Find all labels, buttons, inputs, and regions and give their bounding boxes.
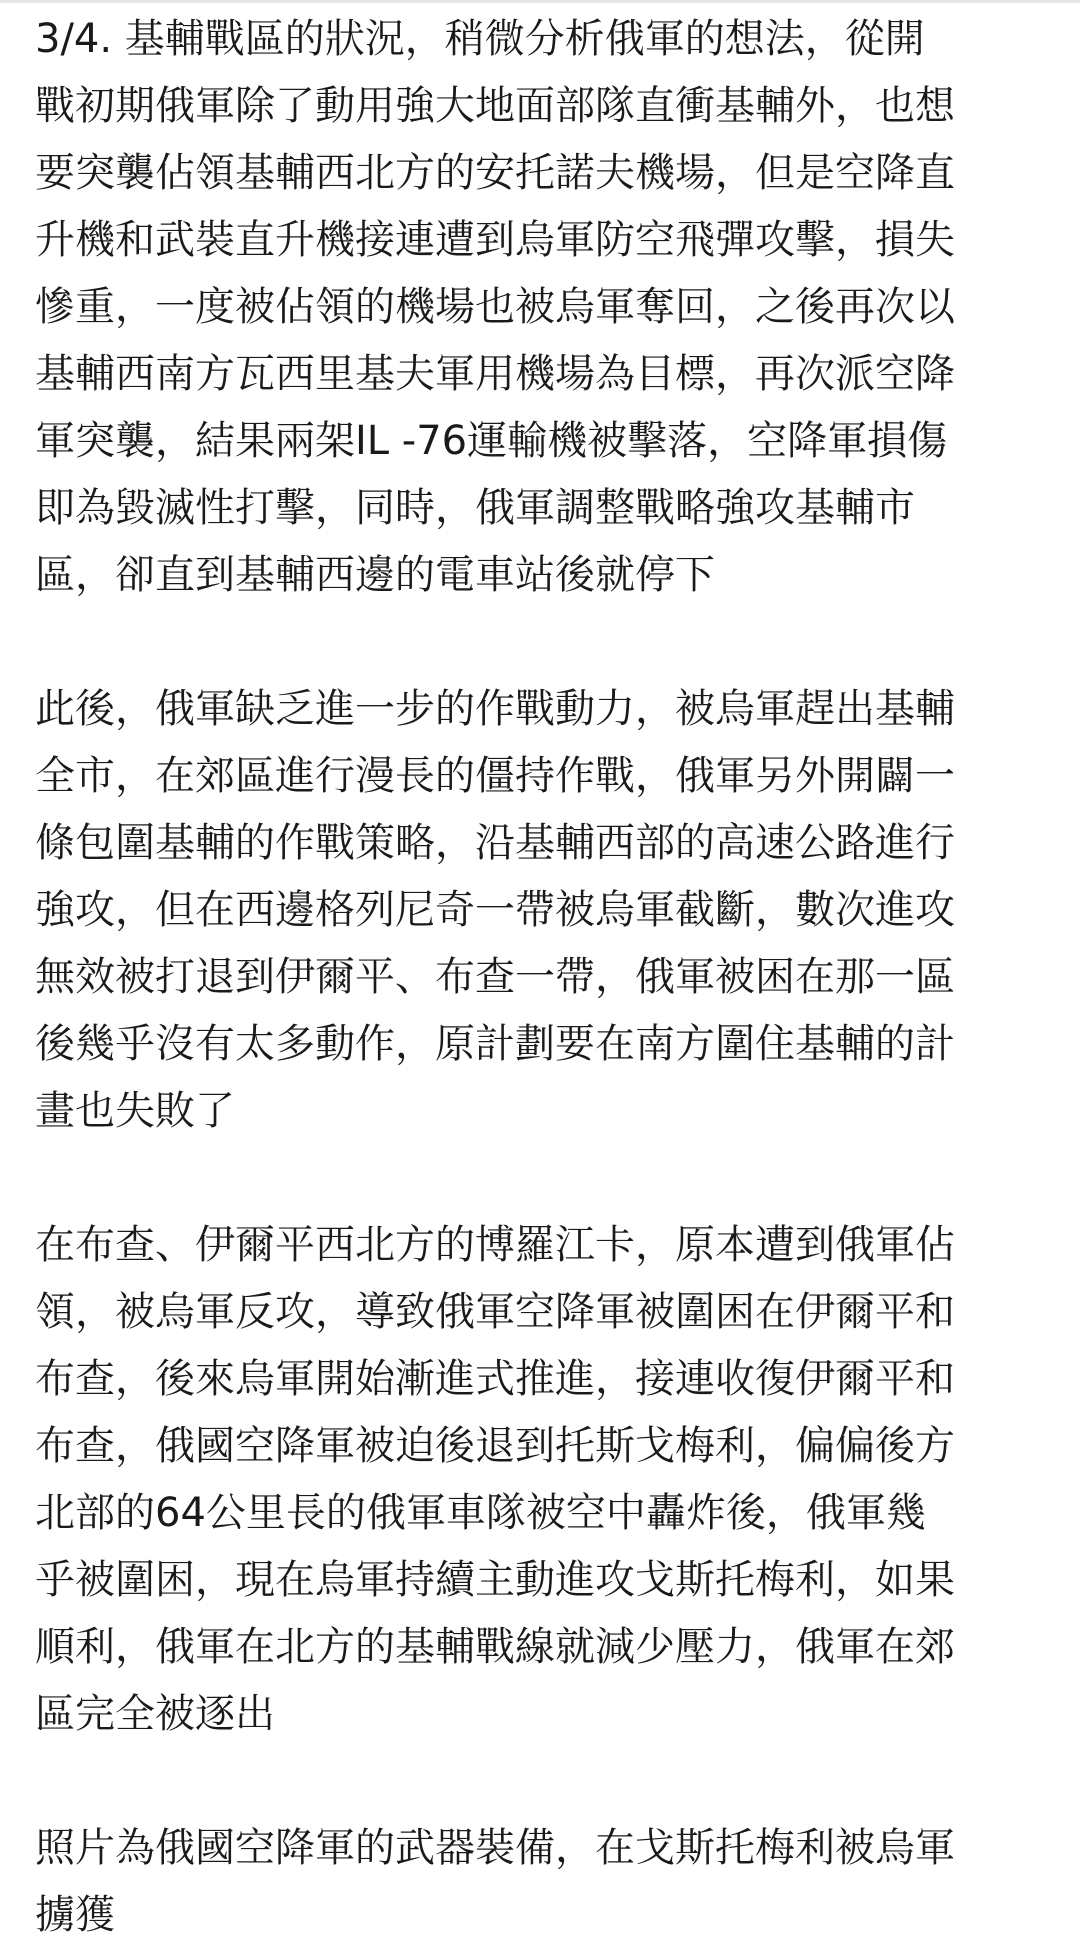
text-line: 擄獲 (35, 1892, 115, 1938)
text-line: 布查，俄國空降軍被迫後退到托斯戈梅利，偏偏後方 (35, 1423, 955, 1469)
text-line: 布查，後來烏軍開始漸進式推進，接連收復伊爾平和 (35, 1356, 955, 1402)
text-line: 區完全被逐出 (35, 1691, 275, 1737)
paragraph-3 (35, 1212, 1050, 1748)
post-body (35, 6, 1050, 1949)
paragraph-1 (35, 6, 1050, 609)
text-line: 基輔西南方瓦西里基夫軍用機場為目標，再次派空降 (35, 351, 955, 397)
text-line: 軍突襲，結果兩架IL -76運輸機被擊落，空降軍損傷 (35, 418, 948, 464)
text-line: 此後，俄軍缺乏進一步的作戰動力，被烏軍趕出基輔 (35, 686, 955, 732)
text-line: 強攻，但在西邊格列尼奇一帶被烏軍截斷，數次進攻 (35, 887, 955, 933)
text-line: 北部的64公里長的俄軍車隊被空中轟炸後，俄軍幾 (35, 1490, 926, 1536)
top-divider (0, 0, 1080, 3)
text-line: 無效被打退到伊爾平、布查一帶，俄軍被困在那一區 (35, 954, 955, 1000)
text-line: 要突襲佔領基輔西北方的安托諾夫機場，但是空降直 (35, 150, 955, 196)
text-line: 在布查、伊爾平西北方的博羅江卡，原本遭到俄軍佔 (35, 1222, 955, 1268)
text-line: 順利，俄軍在北方的基輔戰線就減少壓力，俄軍在郊 (35, 1624, 955, 1670)
text-line: 全市，在郊區進行漫長的僵持作戰，俄軍另外開闢一 (35, 753, 955, 799)
text-line: 區，卻直到基輔西邊的電車站後就停下 (35, 552, 715, 598)
text-line: 照片為俄國空降軍的武器裝備，在戈斯托梅利被烏軍 (35, 1825, 955, 1871)
paragraph-2 (35, 676, 1050, 1145)
text-line: 後幾乎沒有太多動作，原計劃要在南方圍住基輔的計 (35, 1021, 955, 1067)
text-line: 即為毀滅性打擊，同時，俄軍調整戰略強攻基輔市 (35, 485, 915, 531)
text-line: 條包圍基輔的作戰策略，沿基輔西部的高速公路進行 (35, 820, 955, 866)
text-line: 領，被烏軍反攻，導致俄軍空降軍被圍困在伊爾平和 (35, 1289, 955, 1335)
text-line: 3/4. 基輔戰區的狀況，稍微分析俄軍的想法，從開 (35, 16, 925, 62)
text-line: 慘重，一度被佔領的機場也被烏軍奪回，之後再次以 (35, 284, 955, 330)
text-line: 乎被圍困，現在烏軍持續主動進攻戈斯托梅利，如果 (35, 1557, 955, 1603)
text-line: 戰初期俄軍除了動用強大地面部隊直衝基輔外，也想 (35, 83, 955, 129)
text-line: 畫也失敗了 (35, 1088, 235, 1134)
text-line: 升機和武裝直升機接連遭到烏軍防空飛彈攻擊，損失 (35, 217, 955, 263)
paragraph-4 (35, 1815, 1050, 1949)
